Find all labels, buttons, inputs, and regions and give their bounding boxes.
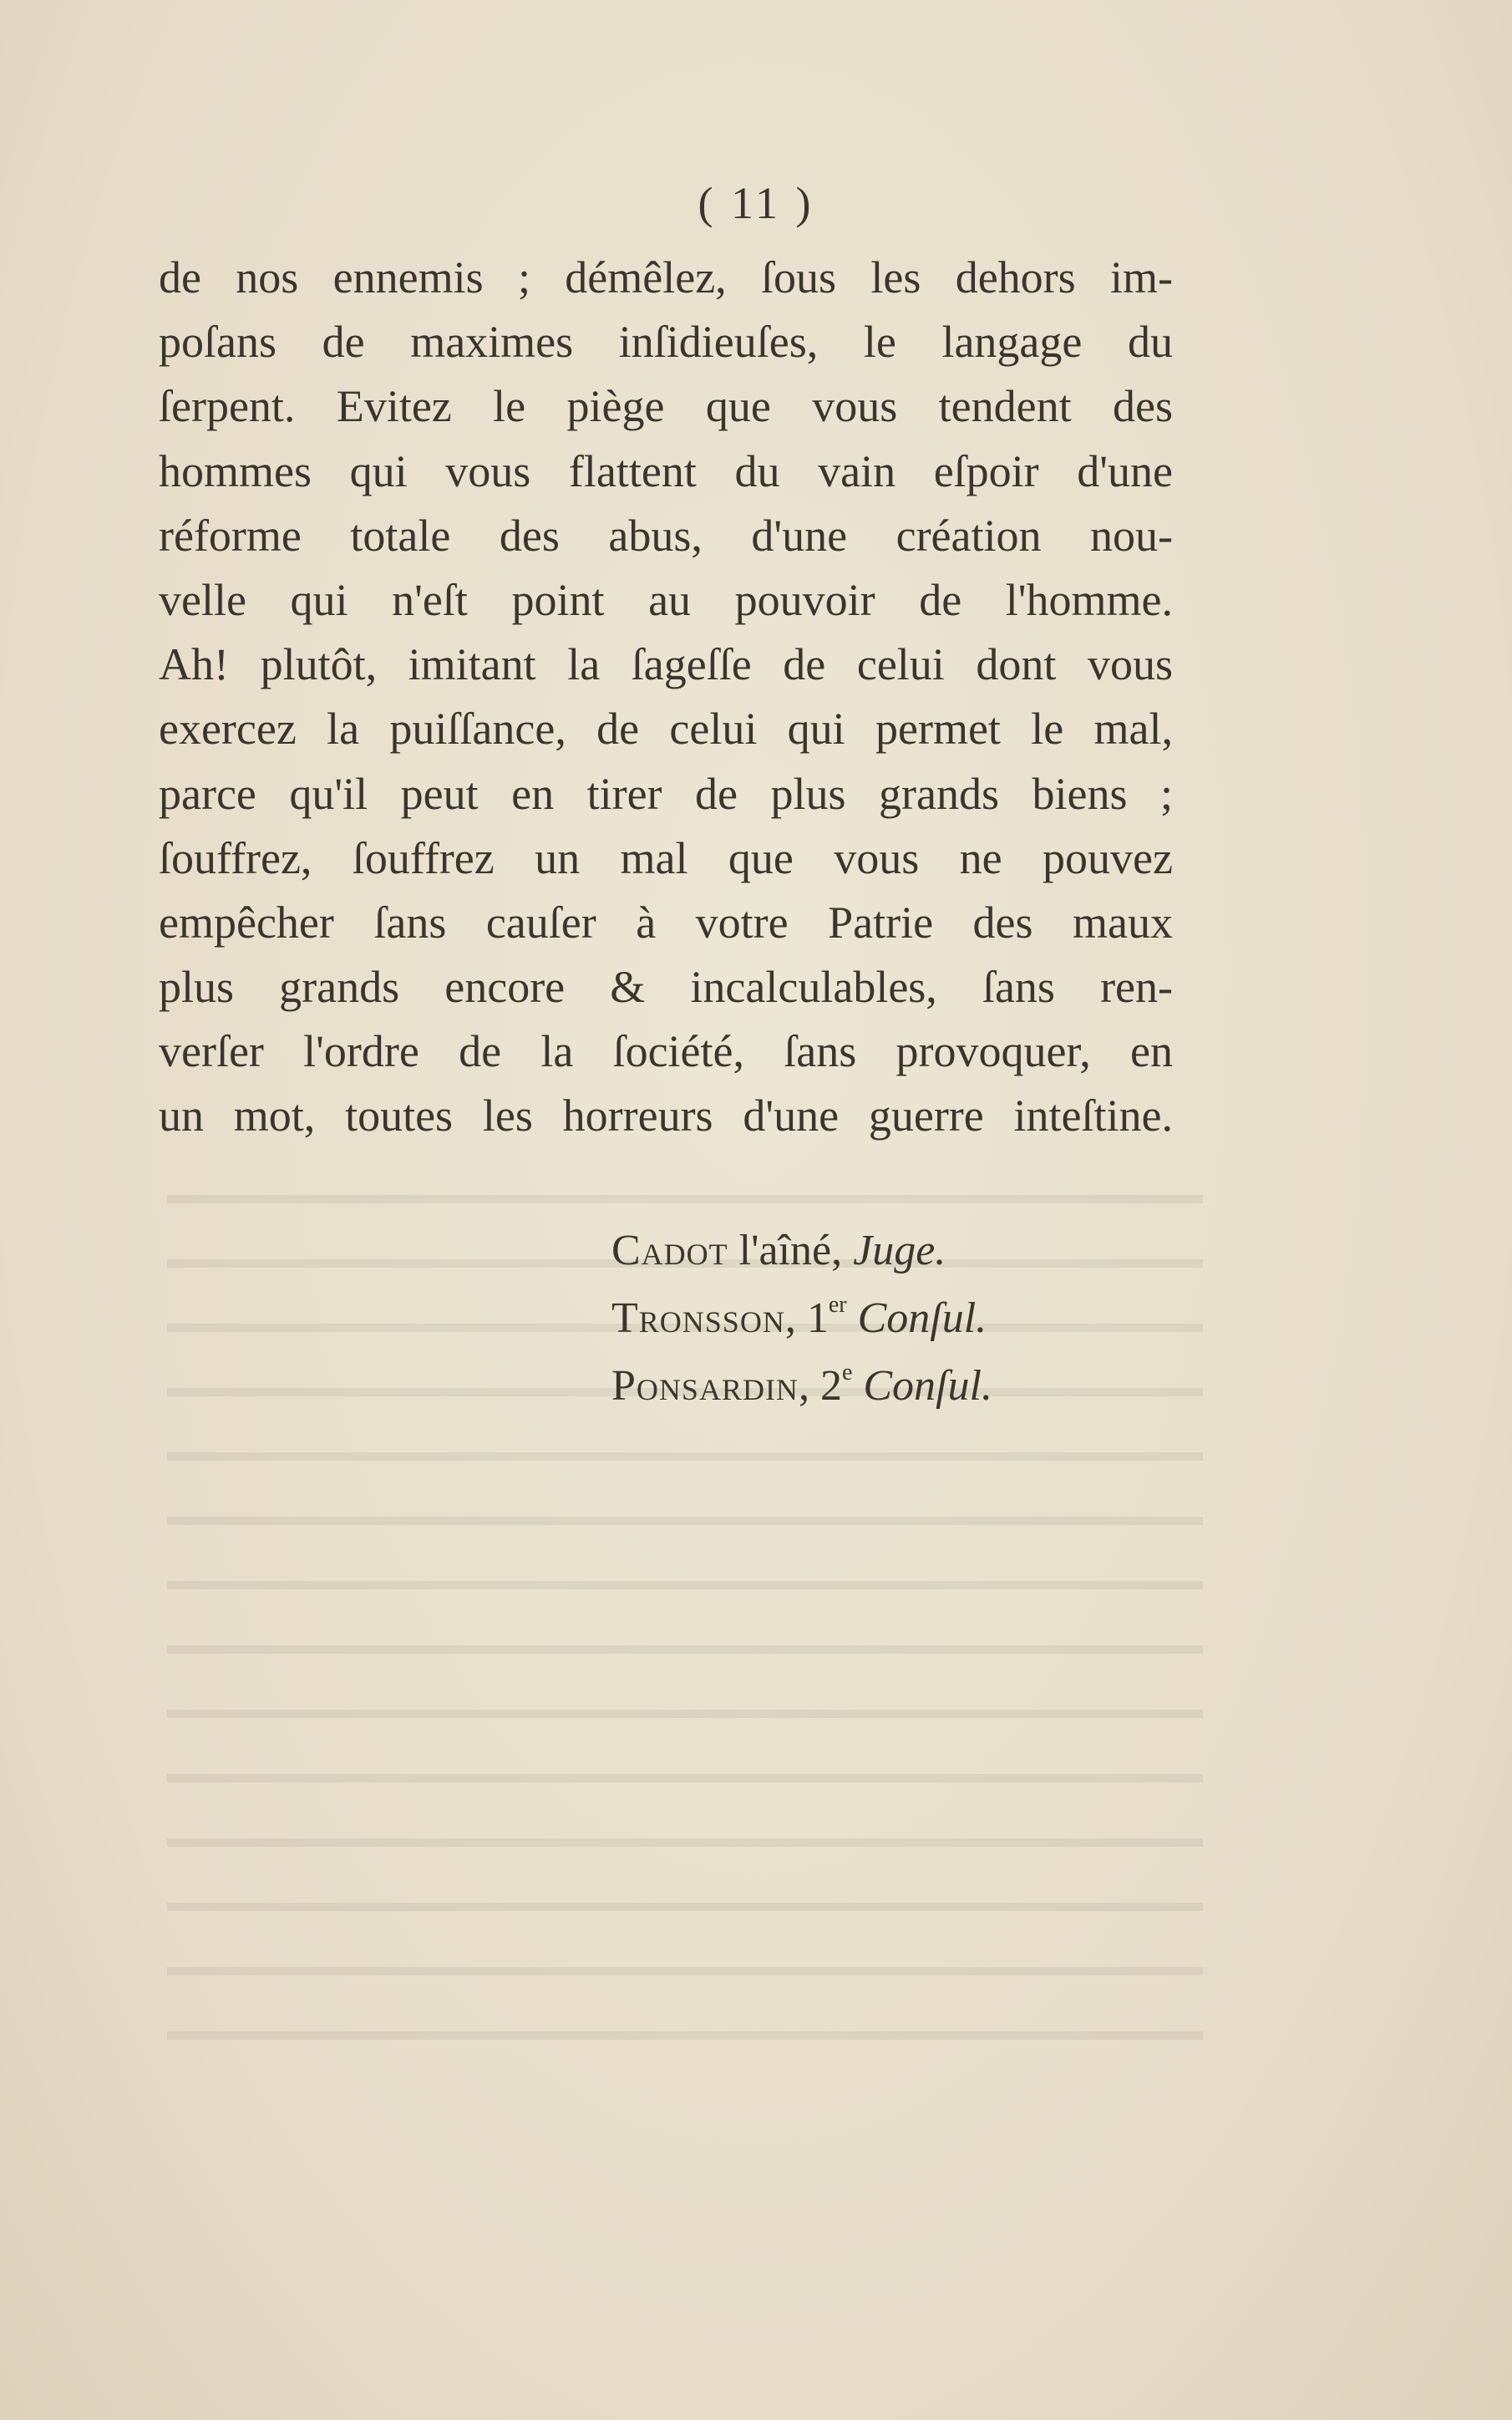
text-line: exercez la puiſſance, de celui qui permet le mal, [159,704,1173,755]
text-line: réforme totale des abus, d'une création nou- [159,510,1173,561]
text-line: verſer l'ordre de la ſociété, ſans provoquer, en [159,1026,1173,1077]
signature-judge [611,1217,992,1284]
text-line: empêcher ſans cauſer à votre Patrie des maux [159,897,1173,948]
signer-suffix: , 2 [798,1362,842,1410]
signature-first-consul [611,1284,992,1352]
signer-suffix: l'aîné, [728,1227,854,1274]
signer-suffix: , 1 [784,1294,829,1342]
text-line: poſans de maximes inſidieuſes, le langage du [159,317,1173,368]
text-line: velle qui n'eſt point au pouvoir de l'homme. [159,574,1173,625]
signer-name: Ponsardin [611,1362,799,1410]
page-number: ( 11 ) [698,178,814,228]
text-line: hommes qui vous flattent du vain eſpoir d'une [159,445,1173,496]
signer-name: Tronsson [611,1294,785,1342]
signer-rank: er [828,1292,847,1318]
signer-title: Conſul. [852,1362,992,1410]
text-line: parce qu'il peut en tirer de plus grands biens ; [159,768,1173,819]
signer-name: Cadot [611,1227,728,1274]
signature-block [611,1217,992,1420]
signer-title: Juge. [853,1227,946,1274]
text-line: plus grands encore & incalculables, ſans ren- [159,962,1173,1013]
text-line: Ah! plutôt, imitant la ſageſſe de celui dont vous [159,639,1173,690]
text-line: ſerpent. Evitez le piège que vous tendent des [159,381,1173,432]
text-line: ſouffrez, ſouffrez un mal que vous ne pouvez [159,832,1173,883]
signer-title: Conſul. [846,1294,987,1342]
body-text [159,246,1173,1149]
signer-rank: e [841,1360,853,1385]
text-line: de nos ennemis ; démêlez, ſous les dehors im- [159,252,1173,302]
signature-second-consul [611,1352,992,1420]
text-line: un mot, toutes les horreurs d'une guerre inteſtine. [159,1091,1173,1141]
